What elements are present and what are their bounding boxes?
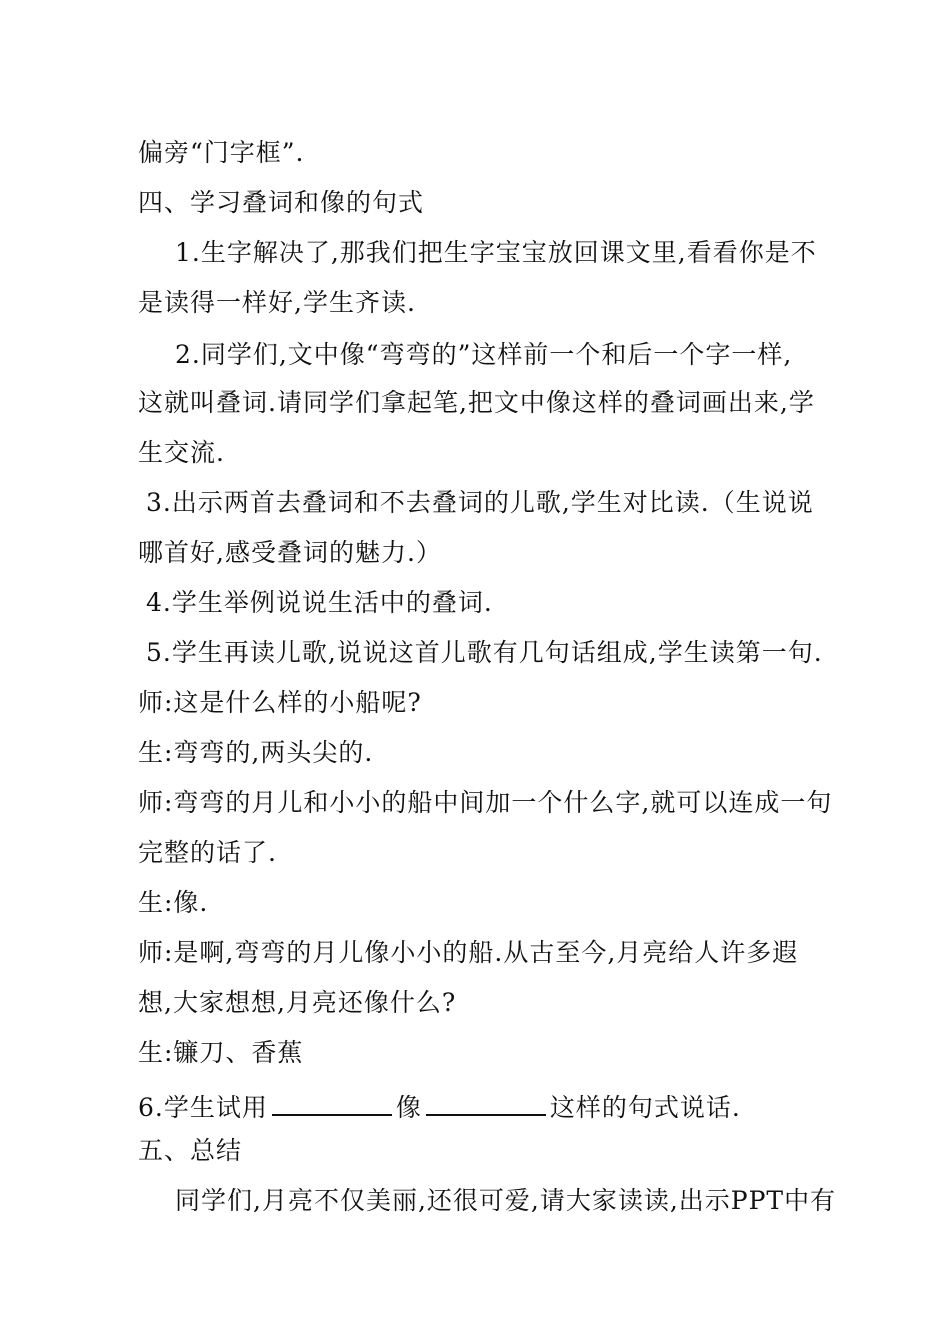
- fill-blank: [272, 1088, 392, 1116]
- dialogue-line: 生:像.: [138, 888, 209, 917]
- dialogue-line: 想,大家想想,月亮还像什么?: [138, 988, 457, 1017]
- text-line: 是读得一样好,学生齐读.: [138, 288, 416, 317]
- dialogue-line: 完整的话了.: [138, 838, 277, 867]
- text-line: 5.学生再读儿歌,说说这首儿歌有几句话组成,学生读第一句.: [146, 638, 823, 667]
- sentence-pattern-prefix: 6.学生试用: [138, 1093, 268, 1122]
- text-line: 1.生字解决了,那我们把生字宝宝放回课文里,看看你是不: [175, 238, 817, 267]
- dialogue-line: 师:这是什么样的小船呢?: [138, 688, 422, 717]
- section-heading: 五、总结: [138, 1136, 243, 1165]
- sentence-pattern-middle: 像: [395, 1093, 422, 1122]
- text-line: 偏旁“门字框”.: [138, 138, 305, 167]
- text-line: 这就叫叠词.请同学们拿起笔,把文中像这样的叠词画出来,学: [138, 388, 815, 417]
- text-line: 4.学生举例说说生活中的叠词.: [146, 588, 493, 617]
- section-heading: 四、学习叠词和像的句式: [138, 188, 425, 217]
- text-line: 生交流.: [138, 438, 225, 467]
- dialogue-line: 师:是啊,弯弯的月儿像小小的船.从古至今,月亮给人许多遐: [138, 938, 799, 967]
- dialogue-line: 生:弯弯的,两头尖的.: [138, 738, 374, 767]
- text-line: 同学们,月亮不仅美丽,还很可爱,请大家读读,出示PPT中有: [175, 1186, 837, 1215]
- dialogue-line: 生:镰刀、香蕉: [138, 1038, 304, 1067]
- sentence-pattern-line: [138, 1088, 741, 1123]
- text-line: 2.同学们,文中像“弯弯的”这样前一个和后一个字一样,: [175, 340, 793, 369]
- text-line: 哪首好,感受叠词的魅力.）: [138, 538, 442, 567]
- text-line: 3.出示两首去叠词和不去叠词的儿歌,学生对比读.（生说说: [146, 488, 814, 517]
- sentence-pattern-suffix: 这样的句式说话.: [549, 1093, 741, 1122]
- fill-blank: [426, 1088, 546, 1116]
- dialogue-line: 师:弯弯的月儿和小小的船中间加一个什么字,就可以连成一句: [138, 788, 833, 817]
